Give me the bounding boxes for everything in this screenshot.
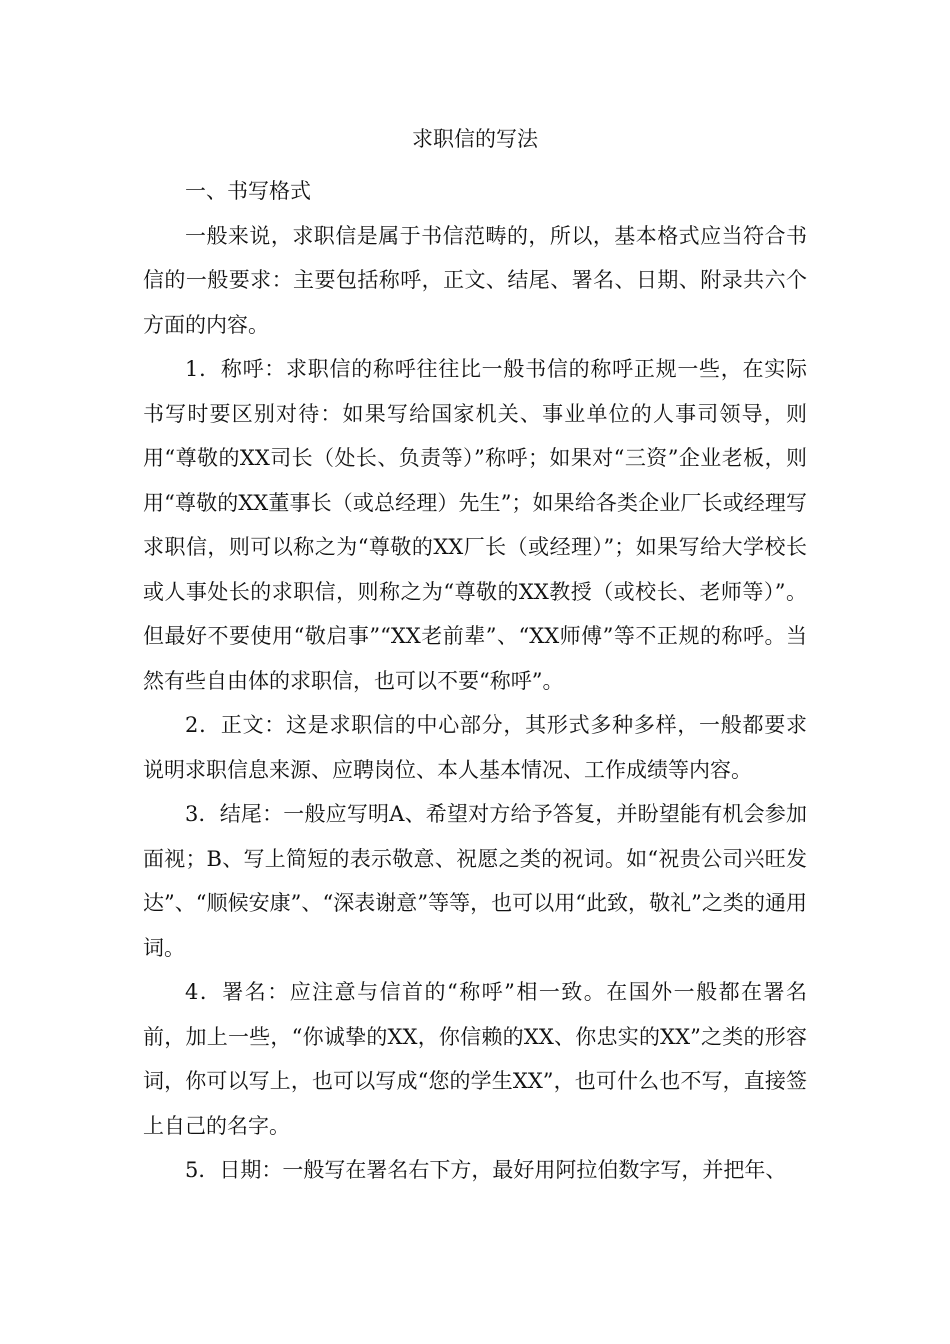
document-body	[143, 124, 807, 1193]
paragraph-body: 2．正文：这是求职信的中心部分，其形式多种多样，一般都要求说明求职信息来源、应聘岗位、本人基本情况、工作成绩等内容。	[143, 713, 807, 782]
document-title: 求职信的写法	[412, 127, 538, 151]
paragraph-closing: 3．结尾：一般应写明A、希望对方给予答复，并盼望能有机会参加面视；B、写上简短的表示敬意、祝愿之类的祝词。如“祝贵公司兴旺发达”、“顺候安康”、“深表谢意”等等，也可以用“此致，敬礼”之类的通用词。	[143, 802, 807, 960]
paragraph-signature: 4．署名：应注意与信首的“称呼”相一致。在国外一般都在署名前，加上一些，“你诚挚的XX，你信赖的XX、你忠实的XX”之类的形容词，你可以写上，也可以写成“您的学生XX”，也可什么也不写，直接签上自己的名字。	[143, 980, 807, 1138]
paragraph-salutation: 1．称呼：求职信的称呼往往比一般书信的称呼正规一些，在实际书写时要区别对待：如果写给国家机关、事业单位的人事司领导，则用“尊敬的XX司长（处长、负责等）”称呼；如果对“三资”企业老板，则用“尊敬的XX董事长（或总经理）先生”；如果给各类企业厂长或经理写求职信，则可以称之为“尊敬的XX厂长（或经理）”；如果写给大学校长或人事处长的求职信，则称之为“尊敬的XX教授（或校长、老师等）”。但最好不要使用“敬启事”“XX老前辈”、“XX师傅”等不正规的称呼。当然有些自由体的求职信，也可以不要“称呼”。	[143, 357, 807, 693]
section-heading-format: 一、书写格式	[185, 179, 311, 203]
paragraph-intro: 一般来说，求职信是属于书信范畴的，所以，基本格式应当符合书信的一般要求：主要包括称呼，正文、结尾、署名、日期、附录共六个方面的内容。	[143, 223, 807, 337]
paragraph-date: 5．日期：一般写在署名右下方，最好用阿拉伯数字写，并把年、	[185, 1158, 787, 1182]
